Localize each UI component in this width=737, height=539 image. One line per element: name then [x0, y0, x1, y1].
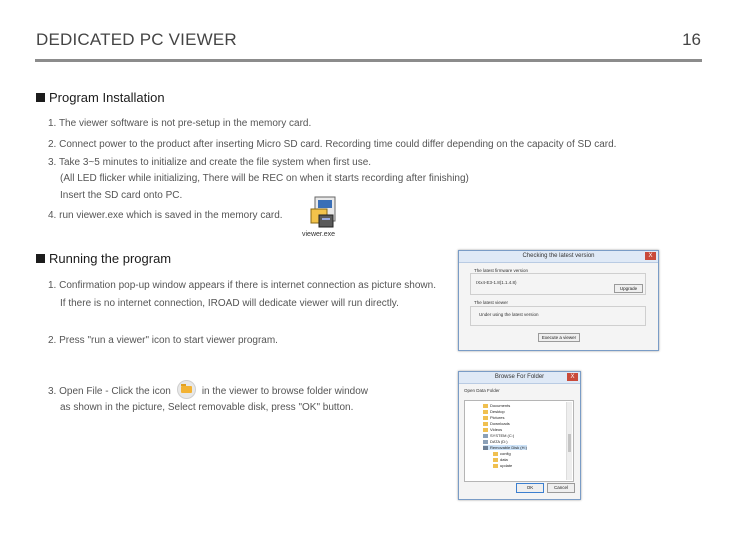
dialog-title: Checking the latest version	[522, 253, 595, 259]
folder-icon	[493, 464, 498, 468]
tree-item[interactable]	[483, 415, 504, 420]
section-heading-install	[36, 90, 165, 105]
running-step-2: 2. Press "run a viewer" icon to start viewer program.	[48, 335, 278, 346]
folder-icon	[483, 404, 488, 408]
drive-icon	[483, 434, 488, 438]
tree-item-label: SYSTEM (C:)	[490, 433, 515, 438]
folder-icon	[483, 422, 488, 426]
tree-item-label: Videos	[490, 427, 503, 432]
tree-item[interactable]	[483, 427, 502, 432]
section-heading-text: Running the program	[49, 251, 172, 266]
removable-disk-icon	[483, 446, 488, 450]
viewer-label: The latest viewer	[474, 300, 509, 305]
folder-icon	[493, 452, 498, 456]
drive-icon	[483, 440, 488, 444]
version-check-dialog	[458, 250, 659, 351]
tree-scrollbar[interactable]	[566, 402, 572, 480]
tree-item-label: Removable Disk (H:)	[490, 445, 527, 450]
running-step-1: 1. Confirmation pop-up window appears if there is internet connection as picture shown.	[48, 280, 436, 291]
scrollbar-thumb[interactable]	[568, 434, 571, 452]
tree-item-label: Pictures	[490, 415, 505, 420]
tree-item[interactable]	[493, 463, 512, 468]
square-bullet-icon	[36, 93, 45, 102]
tree-item[interactable]	[483, 439, 508, 444]
page-number: 16	[682, 30, 701, 49]
install-step-3: 3. Take 3~5 minutes to initialize and create the file system when first use.	[48, 157, 372, 168]
close-button[interactable]: X	[645, 252, 656, 260]
running-step-3-note: as shown in the picture, Select removable disk, press "OK" button.	[60, 402, 354, 413]
tree-item-label: Downloads	[490, 421, 510, 426]
browse-folder-dialog	[458, 371, 581, 500]
square-bullet-icon	[36, 254, 45, 263]
tree-item[interactable]	[483, 403, 510, 408]
viewer-exe-file[interactable]	[302, 193, 341, 241]
install-step-3-note: (All LED flicker while initializing, There will be REC on when it starts recording after finishing)	[60, 173, 469, 184]
dialog-subtitle: Open Data Folder	[464, 388, 500, 393]
execute-viewer-button[interactable]: Execute a viewer	[538, 333, 580, 342]
dialog-title: Browse For Folder	[494, 374, 545, 380]
header-divider	[35, 59, 702, 62]
step-3-text-b: in the viewer to browse folder window	[201, 386, 369, 397]
firmware-label: The latest firmware version	[474, 268, 529, 273]
close-button[interactable]: X	[567, 373, 578, 381]
tree-item-label: Desktop	[490, 409, 505, 414]
tree-item[interactable]	[493, 451, 511, 456]
tree-item-label: data	[500, 457, 508, 462]
firmware-value: IXx4-E3-1.8(1.1.4.8)	[476, 280, 517, 285]
tree-item[interactable]	[483, 421, 510, 426]
viewer-status: Under using the latest version	[479, 312, 539, 317]
tree-item[interactable]	[483, 409, 505, 414]
tree-item-label: DATA (D:)	[490, 439, 508, 444]
tree-item-label: Documents	[490, 403, 511, 408]
file-label: viewer.exe	[302, 231, 336, 238]
cancel-button[interactable]: Cancel	[547, 483, 575, 493]
folder-tree[interactable]	[464, 400, 574, 482]
tree-item-label: config	[500, 451, 511, 456]
installer-icon	[305, 193, 341, 231]
dialog-titlebar	[459, 251, 658, 263]
folder-icon	[493, 458, 498, 462]
ok-button[interactable]: OK	[516, 483, 544, 493]
install-step-2: 2. Connect power to the product after inserting Micro SD card. Recording time could differ depending on the capacity of SD card.	[48, 139, 617, 150]
folder-icon	[483, 428, 488, 432]
tree-item[interactable]	[493, 457, 508, 462]
install-step-3-insert: Insert the SD card onto PC.	[60, 190, 183, 201]
tree-item-label: update	[500, 463, 513, 468]
folder-icon	[483, 410, 488, 414]
upgrade-button[interactable]: Upgrade	[614, 284, 643, 293]
tree-item-selected[interactable]	[483, 445, 527, 450]
install-step-1: 1. The viewer software is not pre-setup in the memory card.	[48, 118, 312, 129]
running-step-1-note: If there is no internet connection, IROAD will dedicate viewer will run directly.	[60, 298, 399, 309]
folder-icon	[483, 416, 488, 420]
section-heading-running	[36, 251, 171, 266]
running-step-3	[48, 380, 368, 399]
section-heading-text: Program Installation	[49, 90, 165, 105]
step-3-text-a: 3. Open File - Click the icon	[48, 386, 171, 397]
install-step-4: 4. run viewer.exe which is saved in the memory card.	[48, 210, 283, 221]
open-folder-icon	[177, 380, 196, 399]
dialog-titlebar	[459, 372, 580, 384]
tree-item[interactable]	[483, 433, 514, 438]
page-header-title: DEDICATED PC VIEWER	[36, 30, 237, 49]
